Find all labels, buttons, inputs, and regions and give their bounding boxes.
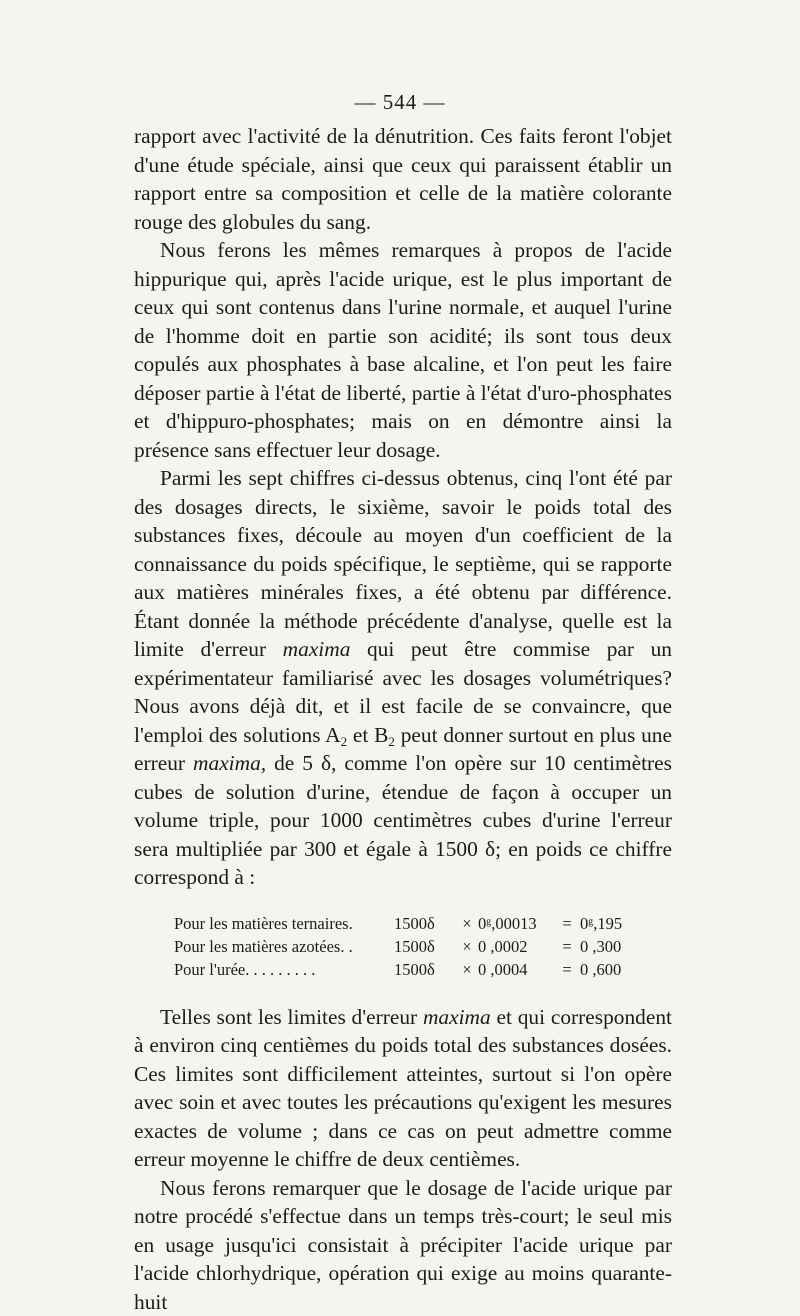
- p3b: qui peut être commise par un expérimentateur familiarisé avec les dosages volumétriques? Nous avons déjà dit, et il est facile de se convaincre, que l'emploi des solutions A: [134, 637, 672, 747]
- calc-row: [174, 912, 672, 935]
- calc-result: 0 ,600: [580, 958, 650, 981]
- p4a: Telles sont les limites d'erreur: [160, 1005, 417, 1029]
- subscript-b: 2: [388, 734, 395, 749]
- calc-result: 0 ,300: [580, 935, 650, 958]
- p4b: et qui correspondent à environ cinq centièmes du poids total des substances dosées. Ces limites sont difficilement atteintes, surtout si l'on opère avec soin et avec toutes les précautions qu'exigent les mesures exactes de volume ; dans ce cas on peut admettre comme erreur moyenne le chiffre de deux centièmes.: [134, 1005, 672, 1172]
- equals-sign: =: [554, 935, 580, 958]
- body-text: [134, 122, 672, 1316]
- calc-label: Pour les matières ternaires.: [174, 912, 394, 935]
- calc-row: [174, 958, 672, 981]
- paragraph-3: [134, 464, 672, 892]
- calc-factor: 1500δ: [394, 935, 456, 958]
- maxima-italic-3: maxima: [423, 1005, 491, 1029]
- error-calculation-table: [174, 912, 672, 981]
- times-sign: ×: [456, 958, 478, 981]
- paragraph-2-text: Nous ferons les mêmes remarques à propos de l'acide hippurique qui, après l'acide urique, est le plus important de ceux qui sont contenus dans l'urine normale, et auquel l'urine de l'homme doit en partie son acidité; ils sont tous deux copulés aux phosphates à base alcaline, et l'on peut les faire déposer partie à l'état de liberté, partie à l'état d'uro-phosphates et d'hippuro-phosphates; mais on en démontre ainsi la présence sans effectuer leur dosage.: [134, 238, 672, 462]
- calc-label: Pour les matières azotées. .: [174, 935, 394, 958]
- p3d: peut donner surtout en plus une erreur: [134, 723, 672, 776]
- calc-coefficient: 0ᵍ,00013: [478, 912, 554, 935]
- page-number-header: — 544 —: [0, 90, 800, 115]
- paragraph-5: Nous ferons remarquer que le dosage de l'acide urique par notre procédé s'effectue dans un temps très-court; le seul mis en usage jusqu'ici consistait à précipiter l'acide urique par l'acide chlorhydrique, opération qui exige au moins quarante-huit: [134, 1174, 672, 1316]
- equals-sign: =: [554, 958, 580, 981]
- times-sign: ×: [456, 935, 478, 958]
- calc-factor: 1500δ: [394, 958, 456, 981]
- paragraph-4: [134, 1003, 672, 1174]
- times-sign: ×: [456, 912, 478, 935]
- p3c: et B: [353, 723, 389, 747]
- calc-coefficient: 0 ,0004: [478, 958, 554, 981]
- equals-sign: =: [554, 912, 580, 935]
- p3e: de 5 δ, comme l'on opère sur 10 centimètres cubes de solution d'urine, étendue de façon à occuper un volume triple, pour 1000 centimètres cubes d'urine l'erreur sera multipliée par 300 et égale à 1500 δ; en poids ce chiffre correspond à :: [134, 751, 672, 889]
- calc-label: Pour l'urée. . . . . . . . .: [174, 958, 394, 981]
- calc-result: 0ᵍ,195: [580, 912, 650, 935]
- subscript-a: 2: [341, 734, 348, 749]
- maxima-italic-2: maxima,: [193, 751, 266, 775]
- p3a: Parmi les sept chiffres ci-dessus obtenus, cinq l'ont été par des dosages directs, le sixième, savoir le poids total des substances fixes, découle au moyen d'un coefficient de la connaissance du poids spécifique, le septième, qui se rapporte aux matières minérales fixes, a été obtenu par différence. Étant donnée la méthode précédente d'analyse, quelle est la limite d'erreur: [134, 466, 672, 661]
- calc-factor: 1500δ: [394, 912, 456, 935]
- maxima-italic-1: maxima: [283, 637, 351, 661]
- paragraph-2: [134, 236, 672, 464]
- paragraph-1: rapport avec l'activité de la dénutrition. Ces faits feront l'objet d'une étude spéciale, ainsi que ceux qui paraissent établir un rapport entre sa composition et celle de la matière colorante rouge des globules du sang.: [134, 122, 672, 236]
- calc-row: [174, 935, 672, 958]
- calc-coefficient: 0 ,0002: [478, 935, 554, 958]
